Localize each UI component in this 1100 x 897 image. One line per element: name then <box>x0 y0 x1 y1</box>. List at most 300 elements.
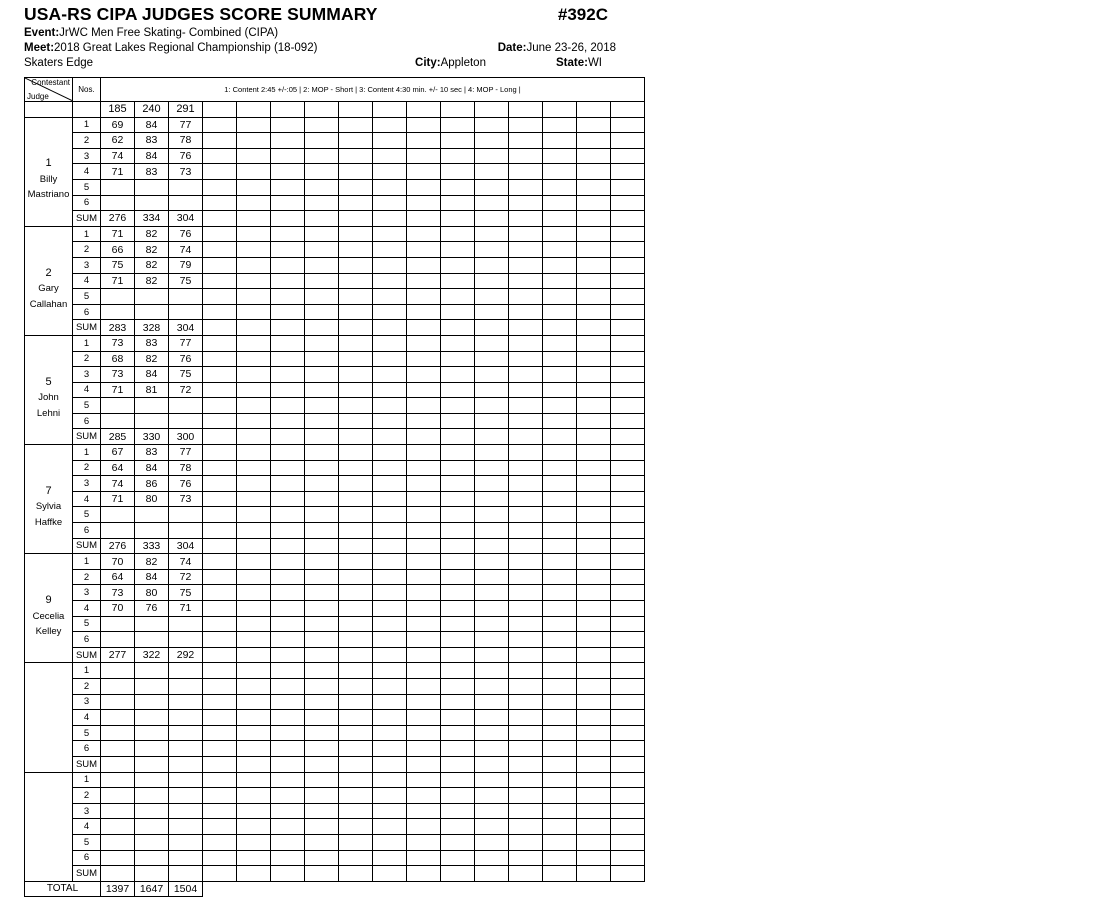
score-cell-empty[interactable] <box>475 476 509 492</box>
score-cell[interactable]: 69 <box>101 117 135 133</box>
judge-sum-cell[interactable]: 276 <box>101 211 135 227</box>
score-cell-empty[interactable] <box>305 148 339 164</box>
score-cell-empty[interactable] <box>543 850 577 866</box>
score-cell-empty[interactable] <box>271 179 305 195</box>
score-cell-empty[interactable] <box>237 819 271 835</box>
judge-sum-cell-empty[interactable] <box>305 429 339 445</box>
score-cell-empty[interactable] <box>475 834 509 850</box>
score-cell[interactable] <box>135 772 169 788</box>
score-cell-empty[interactable] <box>407 491 441 507</box>
score-cell-empty[interactable] <box>543 335 577 351</box>
score-cell-empty[interactable] <box>203 367 237 383</box>
score-cell-empty[interactable] <box>543 819 577 835</box>
score-cell-empty[interactable] <box>373 367 407 383</box>
score-cell-empty[interactable] <box>543 304 577 320</box>
judge-sum-cell-empty[interactable] <box>475 866 509 882</box>
score-cell[interactable]: 72 <box>169 569 203 585</box>
score-cell-empty[interactable] <box>271 507 305 523</box>
contestant-number-empty[interactable] <box>475 102 509 118</box>
score-cell-empty[interactable] <box>407 772 441 788</box>
score-cell[interactable]: 74 <box>169 242 203 258</box>
score-cell-empty[interactable] <box>373 117 407 133</box>
score-cell-empty[interactable] <box>475 616 509 632</box>
judge-sum-cell-empty[interactable] <box>611 211 645 227</box>
score-cell-empty[interactable] <box>407 803 441 819</box>
score-cell-empty[interactable] <box>475 351 509 367</box>
score-cell-empty[interactable] <box>305 803 339 819</box>
score-cell-empty[interactable] <box>271 772 305 788</box>
judge-sum-cell-empty[interactable] <box>373 538 407 554</box>
score-cell-empty[interactable] <box>237 523 271 539</box>
score-cell-empty[interactable] <box>203 601 237 617</box>
score-cell-empty[interactable] <box>441 398 475 414</box>
score-cell-empty[interactable] <box>237 335 271 351</box>
score-cell-empty[interactable] <box>271 289 305 305</box>
score-cell-empty[interactable] <box>271 304 305 320</box>
score-cell-empty[interactable] <box>543 398 577 414</box>
score-cell-empty[interactable] <box>407 164 441 180</box>
score-cell-empty[interactable] <box>271 788 305 804</box>
judge-sum-cell-empty[interactable] <box>509 429 543 445</box>
score-cell-empty[interactable] <box>339 351 373 367</box>
score-cell-empty[interactable] <box>407 569 441 585</box>
score-cell-empty[interactable] <box>203 819 237 835</box>
score-cell-empty[interactable] <box>373 678 407 694</box>
score-cell-empty[interactable] <box>475 554 509 570</box>
score-cell-empty[interactable] <box>271 663 305 679</box>
score-cell-empty[interactable] <box>441 367 475 383</box>
score-cell[interactable]: 84 <box>135 569 169 585</box>
score-cell-empty[interactable] <box>339 741 373 757</box>
score-cell-empty[interactable] <box>339 678 373 694</box>
judge-sum-cell-empty[interactable] <box>475 756 509 772</box>
score-cell-empty[interactable] <box>509 133 543 149</box>
judge-sum-cell-empty[interactable] <box>237 429 271 445</box>
score-cell-empty[interactable] <box>441 834 475 850</box>
judge-sum-cell-empty[interactable] <box>339 211 373 227</box>
score-cell-empty[interactable] <box>305 819 339 835</box>
score-cell-empty[interactable] <box>339 491 373 507</box>
score-cell[interactable] <box>169 678 203 694</box>
score-cell-empty[interactable] <box>509 741 543 757</box>
score-cell-empty[interactable] <box>611 569 645 585</box>
judge-sum-cell-empty[interactable] <box>407 211 441 227</box>
score-cell-empty[interactable] <box>611 663 645 679</box>
score-cell-empty[interactable] <box>611 148 645 164</box>
score-cell-empty[interactable] <box>475 569 509 585</box>
score-cell-empty[interactable] <box>373 382 407 398</box>
score-cell[interactable]: 84 <box>135 148 169 164</box>
score-cell-empty[interactable] <box>339 850 373 866</box>
score-cell-empty[interactable] <box>237 772 271 788</box>
score-cell-empty[interactable] <box>577 476 611 492</box>
judge-sum-cell-empty[interactable] <box>407 756 441 772</box>
score-cell-empty[interactable] <box>577 850 611 866</box>
judge-sum-cell-empty[interactable] <box>475 429 509 445</box>
score-cell[interactable]: 86 <box>135 476 169 492</box>
contestant-number-empty[interactable] <box>203 102 237 118</box>
score-cell[interactable]: 82 <box>135 226 169 242</box>
score-cell-empty[interactable] <box>509 834 543 850</box>
score-cell-empty[interactable] <box>305 491 339 507</box>
score-cell-empty[interactable] <box>611 476 645 492</box>
judge-sum-cell[interactable]: 304 <box>169 211 203 227</box>
judge-sum-cell-empty[interactable] <box>577 756 611 772</box>
score-cell-empty[interactable] <box>203 413 237 429</box>
score-cell-empty[interactable] <box>543 741 577 757</box>
score-cell-empty[interactable] <box>407 460 441 476</box>
score-cell-empty[interactable] <box>475 335 509 351</box>
score-cell-empty[interactable] <box>339 834 373 850</box>
judge-sum-cell-empty[interactable] <box>237 756 271 772</box>
score-cell-empty[interactable] <box>203 678 237 694</box>
score-cell-empty[interactable] <box>237 289 271 305</box>
score-cell-empty[interactable] <box>305 725 339 741</box>
judge-sum-cell-empty[interactable] <box>611 429 645 445</box>
score-cell-empty[interactable] <box>475 117 509 133</box>
score-cell-empty[interactable] <box>305 398 339 414</box>
score-cell-empty[interactable] <box>237 398 271 414</box>
score-cell[interactable]: 70 <box>101 554 135 570</box>
score-cell-empty[interactable] <box>305 351 339 367</box>
score-cell-empty[interactable] <box>271 257 305 273</box>
score-cell-empty[interactable] <box>475 491 509 507</box>
score-cell-empty[interactable] <box>203 663 237 679</box>
score-cell-empty[interactable] <box>305 710 339 726</box>
judge-sum-cell-empty[interactable] <box>339 866 373 882</box>
score-cell-empty[interactable] <box>577 367 611 383</box>
score-cell-empty[interactable] <box>577 351 611 367</box>
score-cell-empty[interactable] <box>543 678 577 694</box>
judge-sum-cell-empty[interactable] <box>305 211 339 227</box>
score-cell-empty[interactable] <box>543 226 577 242</box>
score-cell-empty[interactable] <box>611 398 645 414</box>
judge-sum-cell-empty[interactable] <box>203 866 237 882</box>
score-cell-empty[interactable] <box>577 678 611 694</box>
score-cell-empty[interactable] <box>543 367 577 383</box>
judge-sum-cell-empty[interactable] <box>441 866 475 882</box>
judge-sum-cell-empty[interactable] <box>305 647 339 663</box>
score-cell[interactable]: 75 <box>169 273 203 289</box>
judge-sum-cell-empty[interactable] <box>373 429 407 445</box>
score-cell-empty[interactable] <box>475 678 509 694</box>
score-cell-empty[interactable] <box>271 741 305 757</box>
score-cell-empty[interactable] <box>203 304 237 320</box>
score-cell[interactable]: 77 <box>169 117 203 133</box>
score-cell[interactable]: 74 <box>169 554 203 570</box>
judge-sum-cell-empty[interactable] <box>611 866 645 882</box>
score-cell[interactable] <box>101 179 135 195</box>
score-cell-empty[interactable] <box>305 242 339 258</box>
score-cell-empty[interactable] <box>509 445 543 461</box>
score-cell-empty[interactable] <box>407 834 441 850</box>
score-cell-empty[interactable] <box>271 476 305 492</box>
score-cell-empty[interactable] <box>373 803 407 819</box>
score-cell-empty[interactable] <box>237 226 271 242</box>
score-cell-empty[interactable] <box>237 148 271 164</box>
score-cell-empty[interactable] <box>237 179 271 195</box>
judge-sum-cell-empty[interactable] <box>441 538 475 554</box>
score-cell-empty[interactable] <box>271 523 305 539</box>
judge-sum-cell-empty[interactable] <box>305 320 339 336</box>
score-cell-empty[interactable] <box>611 601 645 617</box>
score-cell-empty[interactable] <box>543 803 577 819</box>
score-cell[interactable]: 64 <box>101 460 135 476</box>
score-cell-empty[interactable] <box>577 226 611 242</box>
score-cell-empty[interactable] <box>407 663 441 679</box>
score-cell[interactable] <box>135 304 169 320</box>
score-cell[interactable] <box>101 523 135 539</box>
score-cell[interactable]: 73 <box>101 335 135 351</box>
score-cell-empty[interactable] <box>305 257 339 273</box>
score-cell[interactable] <box>101 772 135 788</box>
score-cell-empty[interactable] <box>407 445 441 461</box>
score-cell-empty[interactable] <box>611 335 645 351</box>
score-cell-empty[interactable] <box>339 398 373 414</box>
judge-sum-cell[interactable]: 285 <box>101 429 135 445</box>
judge-sum-cell-empty[interactable] <box>271 320 305 336</box>
judge-sum-cell-empty[interactable] <box>475 647 509 663</box>
score-cell-empty[interactable] <box>509 507 543 523</box>
score-cell-empty[interactable] <box>509 554 543 570</box>
score-cell-empty[interactable] <box>305 117 339 133</box>
score-cell-empty[interactable] <box>441 585 475 601</box>
score-cell-empty[interactable] <box>407 616 441 632</box>
score-cell-empty[interactable] <box>305 460 339 476</box>
score-cell-empty[interactable] <box>441 601 475 617</box>
judge-sum-cell[interactable] <box>101 756 135 772</box>
score-cell[interactable]: 71 <box>169 601 203 617</box>
score-cell-empty[interactable] <box>441 678 475 694</box>
score-cell-empty[interactable] <box>271 398 305 414</box>
judge-sum-cell-empty[interactable] <box>373 211 407 227</box>
score-cell-empty[interactable] <box>407 304 441 320</box>
contestant-number-empty[interactable] <box>407 102 441 118</box>
score-cell-empty[interactable] <box>577 491 611 507</box>
judge-sum-cell-empty[interactable] <box>475 211 509 227</box>
score-cell-empty[interactable] <box>611 242 645 258</box>
score-cell-empty[interactable] <box>475 179 509 195</box>
judge-sum-cell[interactable]: 322 <box>135 647 169 663</box>
judge-sum-cell[interactable]: 277 <box>101 647 135 663</box>
score-cell-empty[interactable] <box>475 523 509 539</box>
judge-sum-cell-empty[interactable] <box>203 538 237 554</box>
score-cell-empty[interactable] <box>339 554 373 570</box>
score-cell[interactable]: 68 <box>101 351 135 367</box>
score-cell[interactable] <box>135 788 169 804</box>
score-cell-empty[interactable] <box>611 195 645 211</box>
score-cell[interactable] <box>101 663 135 679</box>
judge-sum-cell[interactable]: 283 <box>101 320 135 336</box>
score-cell-empty[interactable] <box>543 351 577 367</box>
score-cell-empty[interactable] <box>237 710 271 726</box>
score-cell[interactable]: 83 <box>135 335 169 351</box>
score-cell-empty[interactable] <box>543 725 577 741</box>
score-cell-empty[interactable] <box>509 601 543 617</box>
score-cell-empty[interactable] <box>577 335 611 351</box>
score-cell[interactable] <box>135 398 169 414</box>
score-cell-empty[interactable] <box>203 398 237 414</box>
score-cell-empty[interactable] <box>407 351 441 367</box>
score-cell-empty[interactable] <box>407 148 441 164</box>
contestant-number-empty[interactable] <box>339 102 373 118</box>
score-cell-empty[interactable] <box>441 523 475 539</box>
score-cell[interactable]: 71 <box>101 491 135 507</box>
score-cell-empty[interactable] <box>203 616 237 632</box>
score-cell-empty[interactable] <box>475 601 509 617</box>
score-cell-empty[interactable] <box>543 445 577 461</box>
score-cell[interactable]: 82 <box>135 242 169 258</box>
score-cell-empty[interactable] <box>475 133 509 149</box>
score-cell-empty[interactable] <box>475 803 509 819</box>
score-cell-empty[interactable] <box>305 289 339 305</box>
score-cell-empty[interactable] <box>339 523 373 539</box>
score-cell[interactable] <box>169 413 203 429</box>
judge-sum-cell-empty[interactable] <box>203 211 237 227</box>
score-cell-empty[interactable] <box>271 710 305 726</box>
judge-sum-cell[interactable]: 334 <box>135 211 169 227</box>
score-cell-empty[interactable] <box>339 585 373 601</box>
score-cell-empty[interactable] <box>339 569 373 585</box>
score-cell-empty[interactable] <box>237 554 271 570</box>
score-cell[interactable]: 71 <box>101 164 135 180</box>
score-cell-empty[interactable] <box>441 164 475 180</box>
score-cell-empty[interactable] <box>203 507 237 523</box>
score-cell-empty[interactable] <box>203 554 237 570</box>
score-cell-empty[interactable] <box>577 179 611 195</box>
score-cell-empty[interactable] <box>543 694 577 710</box>
score-cell-empty[interactable] <box>543 413 577 429</box>
score-cell-empty[interactable] <box>543 788 577 804</box>
score-cell-empty[interactable] <box>509 694 543 710</box>
score-cell-empty[interactable] <box>543 257 577 273</box>
score-cell[interactable] <box>101 725 135 741</box>
score-cell-empty[interactable] <box>441 788 475 804</box>
score-cell-empty[interactable] <box>441 772 475 788</box>
score-cell-empty[interactable] <box>373 226 407 242</box>
score-cell-empty[interactable] <box>509 226 543 242</box>
score-cell[interactable] <box>169 616 203 632</box>
score-cell-empty[interactable] <box>509 772 543 788</box>
score-cell-empty[interactable] <box>509 304 543 320</box>
score-cell[interactable]: 79 <box>169 257 203 273</box>
judge-sum-cell-empty[interactable] <box>577 320 611 336</box>
score-cell[interactable] <box>169 289 203 305</box>
judge-sum-cell-empty[interactable] <box>373 866 407 882</box>
score-cell-empty[interactable] <box>441 179 475 195</box>
score-cell-empty[interactable] <box>577 710 611 726</box>
score-cell-empty[interactable] <box>339 148 373 164</box>
score-cell[interactable] <box>135 803 169 819</box>
score-cell-empty[interactable] <box>543 710 577 726</box>
judge-sum-cell[interactable] <box>135 866 169 882</box>
score-cell-empty[interactable] <box>441 663 475 679</box>
score-cell-empty[interactable] <box>203 741 237 757</box>
score-cell-empty[interactable] <box>441 273 475 289</box>
score-cell-empty[interactable] <box>305 335 339 351</box>
judge-sum-cell-empty[interactable] <box>203 647 237 663</box>
score-cell-empty[interactable] <box>339 257 373 273</box>
score-cell-empty[interactable] <box>305 164 339 180</box>
score-cell-empty[interactable] <box>509 585 543 601</box>
score-cell-empty[interactable] <box>577 523 611 539</box>
score-cell-empty[interactable] <box>203 242 237 258</box>
judge-sum-cell[interactable]: 276 <box>101 538 135 554</box>
score-cell-empty[interactable] <box>373 164 407 180</box>
score-cell-empty[interactable] <box>543 460 577 476</box>
score-cell-empty[interactable] <box>509 476 543 492</box>
score-cell[interactable]: 84 <box>135 367 169 383</box>
score-cell-empty[interactable] <box>271 725 305 741</box>
score-cell[interactable]: 82 <box>135 554 169 570</box>
score-cell-empty[interactable] <box>577 257 611 273</box>
score-cell[interactable]: 84 <box>135 117 169 133</box>
score-cell-empty[interactable] <box>441 819 475 835</box>
score-cell-empty[interactable] <box>271 850 305 866</box>
score-cell-empty[interactable] <box>441 491 475 507</box>
score-cell-empty[interactable] <box>577 117 611 133</box>
score-cell-empty[interactable] <box>373 569 407 585</box>
score-cell-empty[interactable] <box>373 398 407 414</box>
score-cell-empty[interactable] <box>543 179 577 195</box>
score-cell-empty[interactable] <box>203 788 237 804</box>
score-cell-empty[interactable] <box>305 476 339 492</box>
score-cell-empty[interactable] <box>339 694 373 710</box>
score-cell-empty[interactable] <box>407 507 441 523</box>
score-cell[interactable]: 77 <box>169 445 203 461</box>
score-cell-empty[interactable] <box>237 663 271 679</box>
score-cell-empty[interactable] <box>237 725 271 741</box>
score-cell-empty[interactable] <box>203 772 237 788</box>
score-cell[interactable]: 80 <box>135 585 169 601</box>
score-cell-empty[interactable] <box>373 273 407 289</box>
score-cell-empty[interactable] <box>271 601 305 617</box>
score-cell-empty[interactable] <box>543 164 577 180</box>
score-cell-empty[interactable] <box>543 273 577 289</box>
score-cell[interactable] <box>169 803 203 819</box>
score-cell-empty[interactable] <box>509 725 543 741</box>
score-cell-empty[interactable] <box>475 273 509 289</box>
score-cell[interactable] <box>169 850 203 866</box>
score-cell-empty[interactable] <box>203 725 237 741</box>
score-cell[interactable] <box>169 772 203 788</box>
contestant-number-empty[interactable] <box>237 102 271 118</box>
score-cell-empty[interactable] <box>441 133 475 149</box>
score-cell-empty[interactable] <box>407 367 441 383</box>
score-cell-empty[interactable] <box>339 632 373 648</box>
judge-sum-cell-empty[interactable] <box>577 429 611 445</box>
judge-sum-cell-empty[interactable] <box>407 538 441 554</box>
score-cell-empty[interactable] <box>509 788 543 804</box>
score-cell-empty[interactable] <box>305 554 339 570</box>
score-cell-empty[interactable] <box>543 133 577 149</box>
score-cell-empty[interactable] <box>237 257 271 273</box>
judge-sum-cell[interactable] <box>169 756 203 772</box>
score-cell-empty[interactable] <box>305 850 339 866</box>
score-cell[interactable]: 76 <box>169 476 203 492</box>
score-cell-empty[interactable] <box>543 585 577 601</box>
score-cell-empty[interactable] <box>577 616 611 632</box>
score-cell-empty[interactable] <box>509 616 543 632</box>
score-cell[interactable] <box>101 834 135 850</box>
score-cell-empty[interactable] <box>543 523 577 539</box>
score-cell-empty[interactable] <box>305 788 339 804</box>
score-cell-empty[interactable] <box>509 148 543 164</box>
score-cell-empty[interactable] <box>407 710 441 726</box>
score-cell-empty[interactable] <box>475 694 509 710</box>
score-cell-empty[interactable] <box>305 226 339 242</box>
score-cell[interactable] <box>135 179 169 195</box>
